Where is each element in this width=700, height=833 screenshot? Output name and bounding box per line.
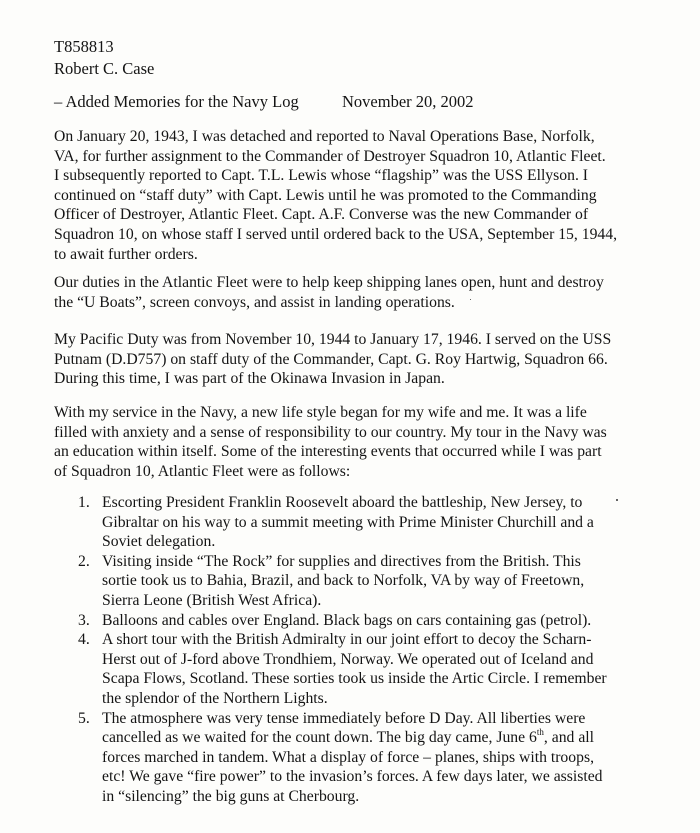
text-line: the splendor of the Northern Lights. [102, 689, 328, 707]
text-line: Herst out of J-ford above Trondhiem, Norway. We operated out of Iceland and [102, 650, 594, 668]
text-line: Balloons and cables over England. Black bags on cars containing gas (petrol). [102, 611, 592, 629]
text-line: Putnam (D.D757) on staff duty of the Commander, Capt. G. Roy Hartwig, Squadron 66. [54, 350, 608, 368]
subtitle-row [54, 92, 474, 112]
author-name: Robert C. Case [54, 59, 155, 78]
text-line: With my service in the Navy, a new life style began for my wife and me. It was a life [54, 404, 587, 421]
text-line: On January 20, 1943, I was detached and reported to Naval Operations Base, Norfolk, [54, 128, 595, 145]
document-id: T858813 [54, 37, 114, 56]
list-item [78, 611, 678, 631]
list-item [78, 552, 678, 611]
text-line: The atmosphere was very tense immediately before D Day. All liberties were [102, 709, 586, 727]
text-fragment: cancelled as we waited for the count down. The big day came, June 6 [102, 729, 537, 747]
text-line: in “silencing” the big guns at Cherbourg. [102, 787, 360, 805]
text-line: Visiting inside “The Rock” for supplies and directives from the British. This [102, 552, 581, 570]
text-line: Sierra Leone (British West Africa). [102, 591, 322, 609]
text-line: filled with anxiety and a sense of responsibility to our country. My tour in the Navy was [54, 423, 607, 441]
paragraph-staff-duty [54, 127, 684, 264]
document-date: November 20, 2002 [342, 92, 474, 111]
text-line: Soviet delegation. [102, 533, 216, 551]
text-line-with-superscript [102, 728, 678, 748]
text-line: Scapa Flows, Scotland. These sorties took us inside the Artic Circle. I remember [102, 670, 607, 688]
document-subtitle: – Added Memories for the Navy Log [54, 92, 299, 111]
text-line: continued on “staff duty” with Capt. Lewis until he was promoted to the Commanding [54, 186, 597, 204]
paragraph-atlantic-duties [54, 273, 684, 312]
text-line: Officer of Destroyer, Atlantic Fleet. Capt. A.F. Converse was the new Commander of [54, 206, 589, 224]
ordinal-superscript: th [536, 726, 544, 737]
list-item [78, 493, 678, 552]
list-item [78, 630, 678, 708]
text-line: to await further orders. [54, 245, 198, 263]
text-line: Gibraltar on his way to a summit meeting with Prime Minister Churchill and a [102, 513, 594, 531]
text-line: Escorting President Franklin Roosevelt aboard the battleship, New Jersey, to [102, 494, 583, 511]
list-number: 5. [78, 709, 90, 727]
text-line: Squadron 10, on whose staff I served until ordered back to the USA, September 15, 1944, [54, 225, 618, 243]
list-number: 1. [78, 494, 90, 511]
events-list [78, 493, 678, 807]
text-line: sortie took us to Bahia, Brazil, and back to Norfolk, VA by way of Freetown, [102, 572, 585, 590]
paragraph-pacific-duty [54, 330, 684, 389]
text-line: My Pacific Duty was from November 10, 1944 to January 17, 1946. I served on the USS [54, 331, 612, 348]
text-line: an education within itself. Some of the interesting events that occurred while I was part [54, 443, 602, 461]
text-line: etc! We gave “fire power” to the invasion’s forces. A few days later, we assisted [102, 768, 603, 786]
text-line: During this time, I was part of the Okinawa Invasion in Japan. [54, 370, 445, 388]
text-line: A short tour with the British Admiralty in our joint effort to decoy the Scharn- [102, 631, 592, 649]
paragraph-new-life-style [54, 403, 684, 481]
list-number: 4. [78, 631, 90, 649]
list-item [78, 709, 678, 807]
text-line: the “U Boats”, screen convoys, and assist in landing operations. [54, 293, 455, 311]
text-line: I subsequently reported to Capt. T.L. Lewis whose “flagship” was the USS Ellyson. I [54, 167, 589, 185]
text-line: Our duties in the Atlantic Fleet were to help keep shipping lanes open, hunt and destroy [54, 274, 604, 291]
scan-speck [470, 299, 471, 300]
text-fragment: , and all [543, 729, 595, 747]
list-number: 3. [78, 611, 90, 629]
list-number: 2. [78, 552, 90, 570]
text-line: of Squadron 10, Atlantic Fleet were as follows: [54, 462, 351, 480]
text-line: forces marched in tandem. What a display of force – planes, ships with troops, [102, 748, 594, 766]
text-line: VA, for further assignment to the Commander of Destroyer Squadron 10, Atlantic Fleet. [54, 147, 606, 165]
scan-speck [616, 499, 618, 501]
